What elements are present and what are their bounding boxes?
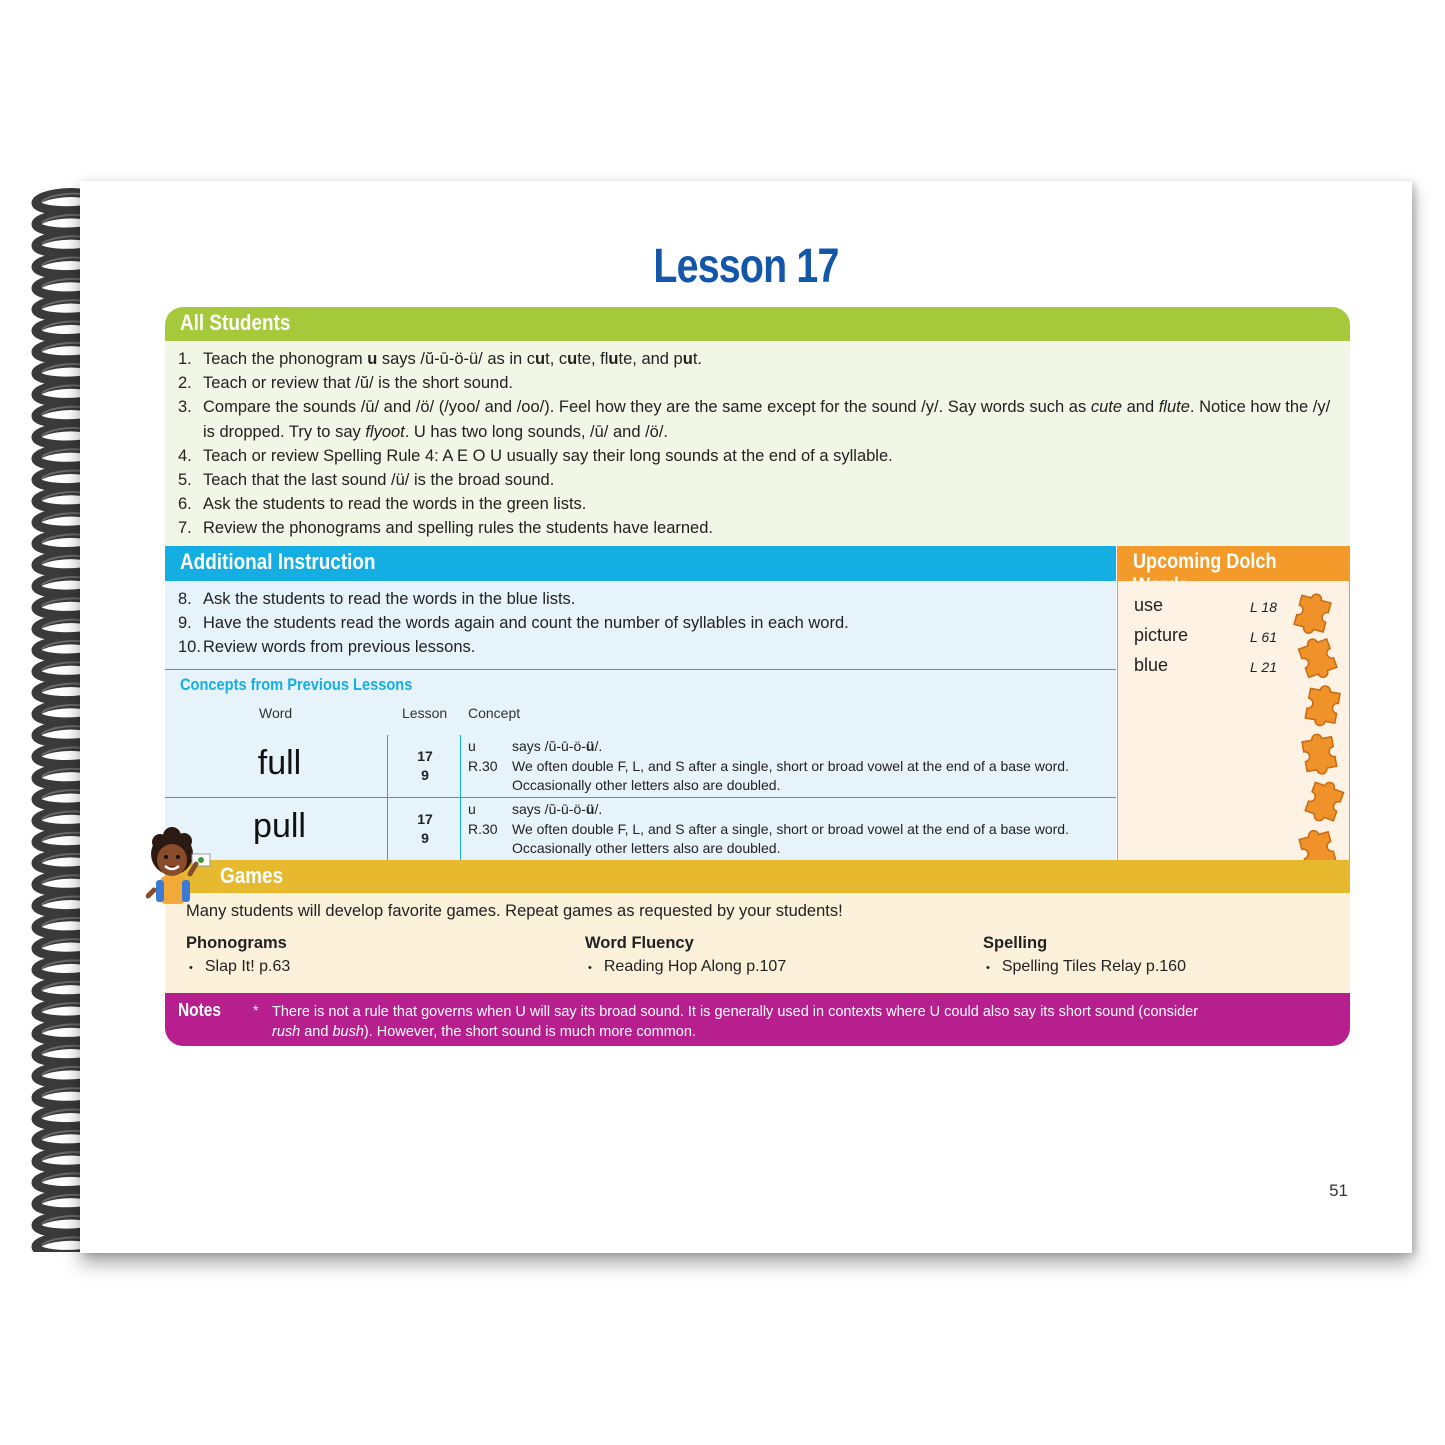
concept-key: u (468, 801, 476, 817)
list-item (178, 635, 1108, 659)
list-number: 10. (178, 638, 201, 657)
notes-section (165, 993, 1350, 1046)
list-item (178, 587, 1108, 611)
col-header-concept: Concept (468, 705, 521, 721)
concept-line: Occasionally other letters also are doubled. (512, 840, 781, 856)
list-number: 5. (178, 471, 192, 490)
dolch-lesson: L 18 (1250, 599, 1277, 615)
games-col-title: Spelling (983, 934, 1048, 952)
puzzle-piece-icon (1288, 626, 1349, 686)
dolch-word: use (1134, 595, 1164, 615)
list-number: 1. (178, 350, 192, 368)
puzzle-piece-icon (1292, 725, 1347, 779)
lesson-panel (165, 307, 1350, 1046)
concepts-title: Concepts from Previous Lessons (180, 675, 413, 694)
list-text: Teach or review Spelling Rule 4: A E O U usually say their long sounds at the end of a syllable. (203, 446, 893, 465)
notes-line: rush and bush). However, the short sound is much more common. (272, 1024, 696, 1040)
notes-text (272, 1002, 1342, 1042)
concept-line: We often double F, L, and S after a single, short or broad vowel at the end of a base word. (512, 820, 1069, 837)
games-col-title: Word Fluency (585, 934, 694, 952)
list-text: Teach the phonogram u says /ŭ-ū-ö-ü/ as in cut, cute, flute, and put. (203, 350, 703, 368)
concept-key: R.30 (468, 820, 498, 837)
games-col-title: Phonograms (186, 934, 287, 952)
concept-word: pull (253, 807, 306, 845)
concept-line: says /ŭ-ū-ö-ü/. (512, 738, 603, 754)
student-character-icon (146, 824, 226, 906)
concept-text (468, 800, 1069, 859)
list-text: Review the phonograms and spelling rules the students have learned. (203, 519, 713, 538)
all-students-section (165, 341, 1350, 546)
list-text: Ask the students to read the words in the blue lists. (203, 590, 576, 608)
list-item (178, 468, 1343, 492)
games-col-item: • Reading Hop Along p.107 (588, 958, 787, 975)
games-header (165, 860, 1350, 893)
page-number: 51 (1329, 1181, 1348, 1200)
concept-lesson-1: 17 (417, 811, 433, 827)
list-number: 8. (178, 590, 192, 608)
concept-line: says /ŭ-ū-ö-ü/. (512, 801, 603, 817)
concept-lesson-1: 17 (417, 748, 433, 764)
additional-instruction-header-label: Additional Instruction (180, 549, 376, 574)
dolch-header-label: Upcoming Dolch (1133, 550, 1277, 573)
games-col-item: • Spelling Tiles Relay p.160 (986, 958, 1186, 975)
list-item (178, 395, 1343, 443)
list-number: 2. (178, 374, 192, 393)
concept-text (468, 737, 1069, 796)
dolch-section (1117, 581, 1350, 860)
list-item (178, 444, 1343, 468)
list-number: 4. (178, 446, 192, 465)
concept-line: Occasionally other letters also are doubled. (512, 777, 781, 793)
section-divider (165, 669, 1116, 670)
notes-star: * (253, 1002, 259, 1018)
list-text: Teach or review that /ŭ/ is the short sound. (203, 374, 513, 393)
dolch-word: picture (1134, 625, 1189, 645)
dolch-lesson: L 61 (1250, 629, 1277, 645)
puzzle-piece-icon (1296, 770, 1350, 830)
concept-lesson (390, 747, 460, 785)
games-section (165, 893, 1350, 993)
list-item (178, 371, 1343, 395)
list-number: 7. (178, 519, 192, 538)
concept-lesson (390, 810, 460, 848)
notes-line: There is not a rule that governs when U will say its broad sound. It is generally used in contexts where U could also say its short sound (consider (272, 1004, 1199, 1020)
row-divider (165, 797, 1116, 798)
concept-lesson-2: 9 (421, 830, 429, 846)
dolch-word: blue (1134, 655, 1169, 675)
workbook-page (80, 181, 1412, 1253)
list-text: Have the students read the words again and count the number of syllables in each word. (203, 614, 849, 633)
list-text: Review words from previous lessons. (203, 638, 476, 657)
list-text: Ask the students to read the words in the green lists. (203, 495, 587, 514)
list-number: 6. (178, 495, 192, 514)
notes-label: Notes (178, 1000, 222, 1020)
list-number: 9. (178, 614, 192, 633)
concept-word: full (257, 744, 302, 782)
page-title: Lesson 17 (653, 240, 839, 293)
games-header-label: Games (220, 863, 284, 888)
list-number: 3. (178, 398, 192, 417)
dolch-lesson: L 21 (1250, 659, 1277, 675)
list-item (178, 516, 1343, 540)
concept-lesson-2: 9 (421, 767, 429, 783)
col-header-lesson: Lesson (402, 705, 448, 721)
additional-instruction-header (165, 546, 1116, 581)
additional-instruction-list (178, 587, 1108, 660)
all-students-header-label: All Students (180, 310, 291, 335)
games-intro: Many students will develop favorite games. Repeat games as requested by your students! (186, 902, 843, 920)
all-students-list (178, 347, 1343, 541)
games-col-item: • Slap It! p.63 (189, 958, 291, 975)
dolch-header (1117, 546, 1350, 581)
all-students-header (165, 307, 1350, 341)
list-item (178, 492, 1343, 516)
puzzle-piece-icon (1296, 677, 1350, 731)
list-item (178, 611, 1108, 635)
list-text: Compare the sounds /ū/ and /ö/ (/yoo/ and /oo/). Feel how they are the same except for the sound /y/. Say words such as cute and flute. Notice how the /y/ is dropped. Try to say flyoot. U has two long sounds, /ū/ and /ö/. (203, 398, 1331, 441)
list-text: Teach that the last sound /ü/ is the broad sound. (203, 471, 555, 490)
concept-key: R.30 (468, 757, 498, 774)
concept-line: We often double F, L, and S after a single, short or broad vowel at the end of a base word. (512, 757, 1069, 774)
list-item (178, 347, 1343, 371)
col-header-word: Word (259, 705, 293, 721)
concept-key: u (468, 738, 476, 754)
